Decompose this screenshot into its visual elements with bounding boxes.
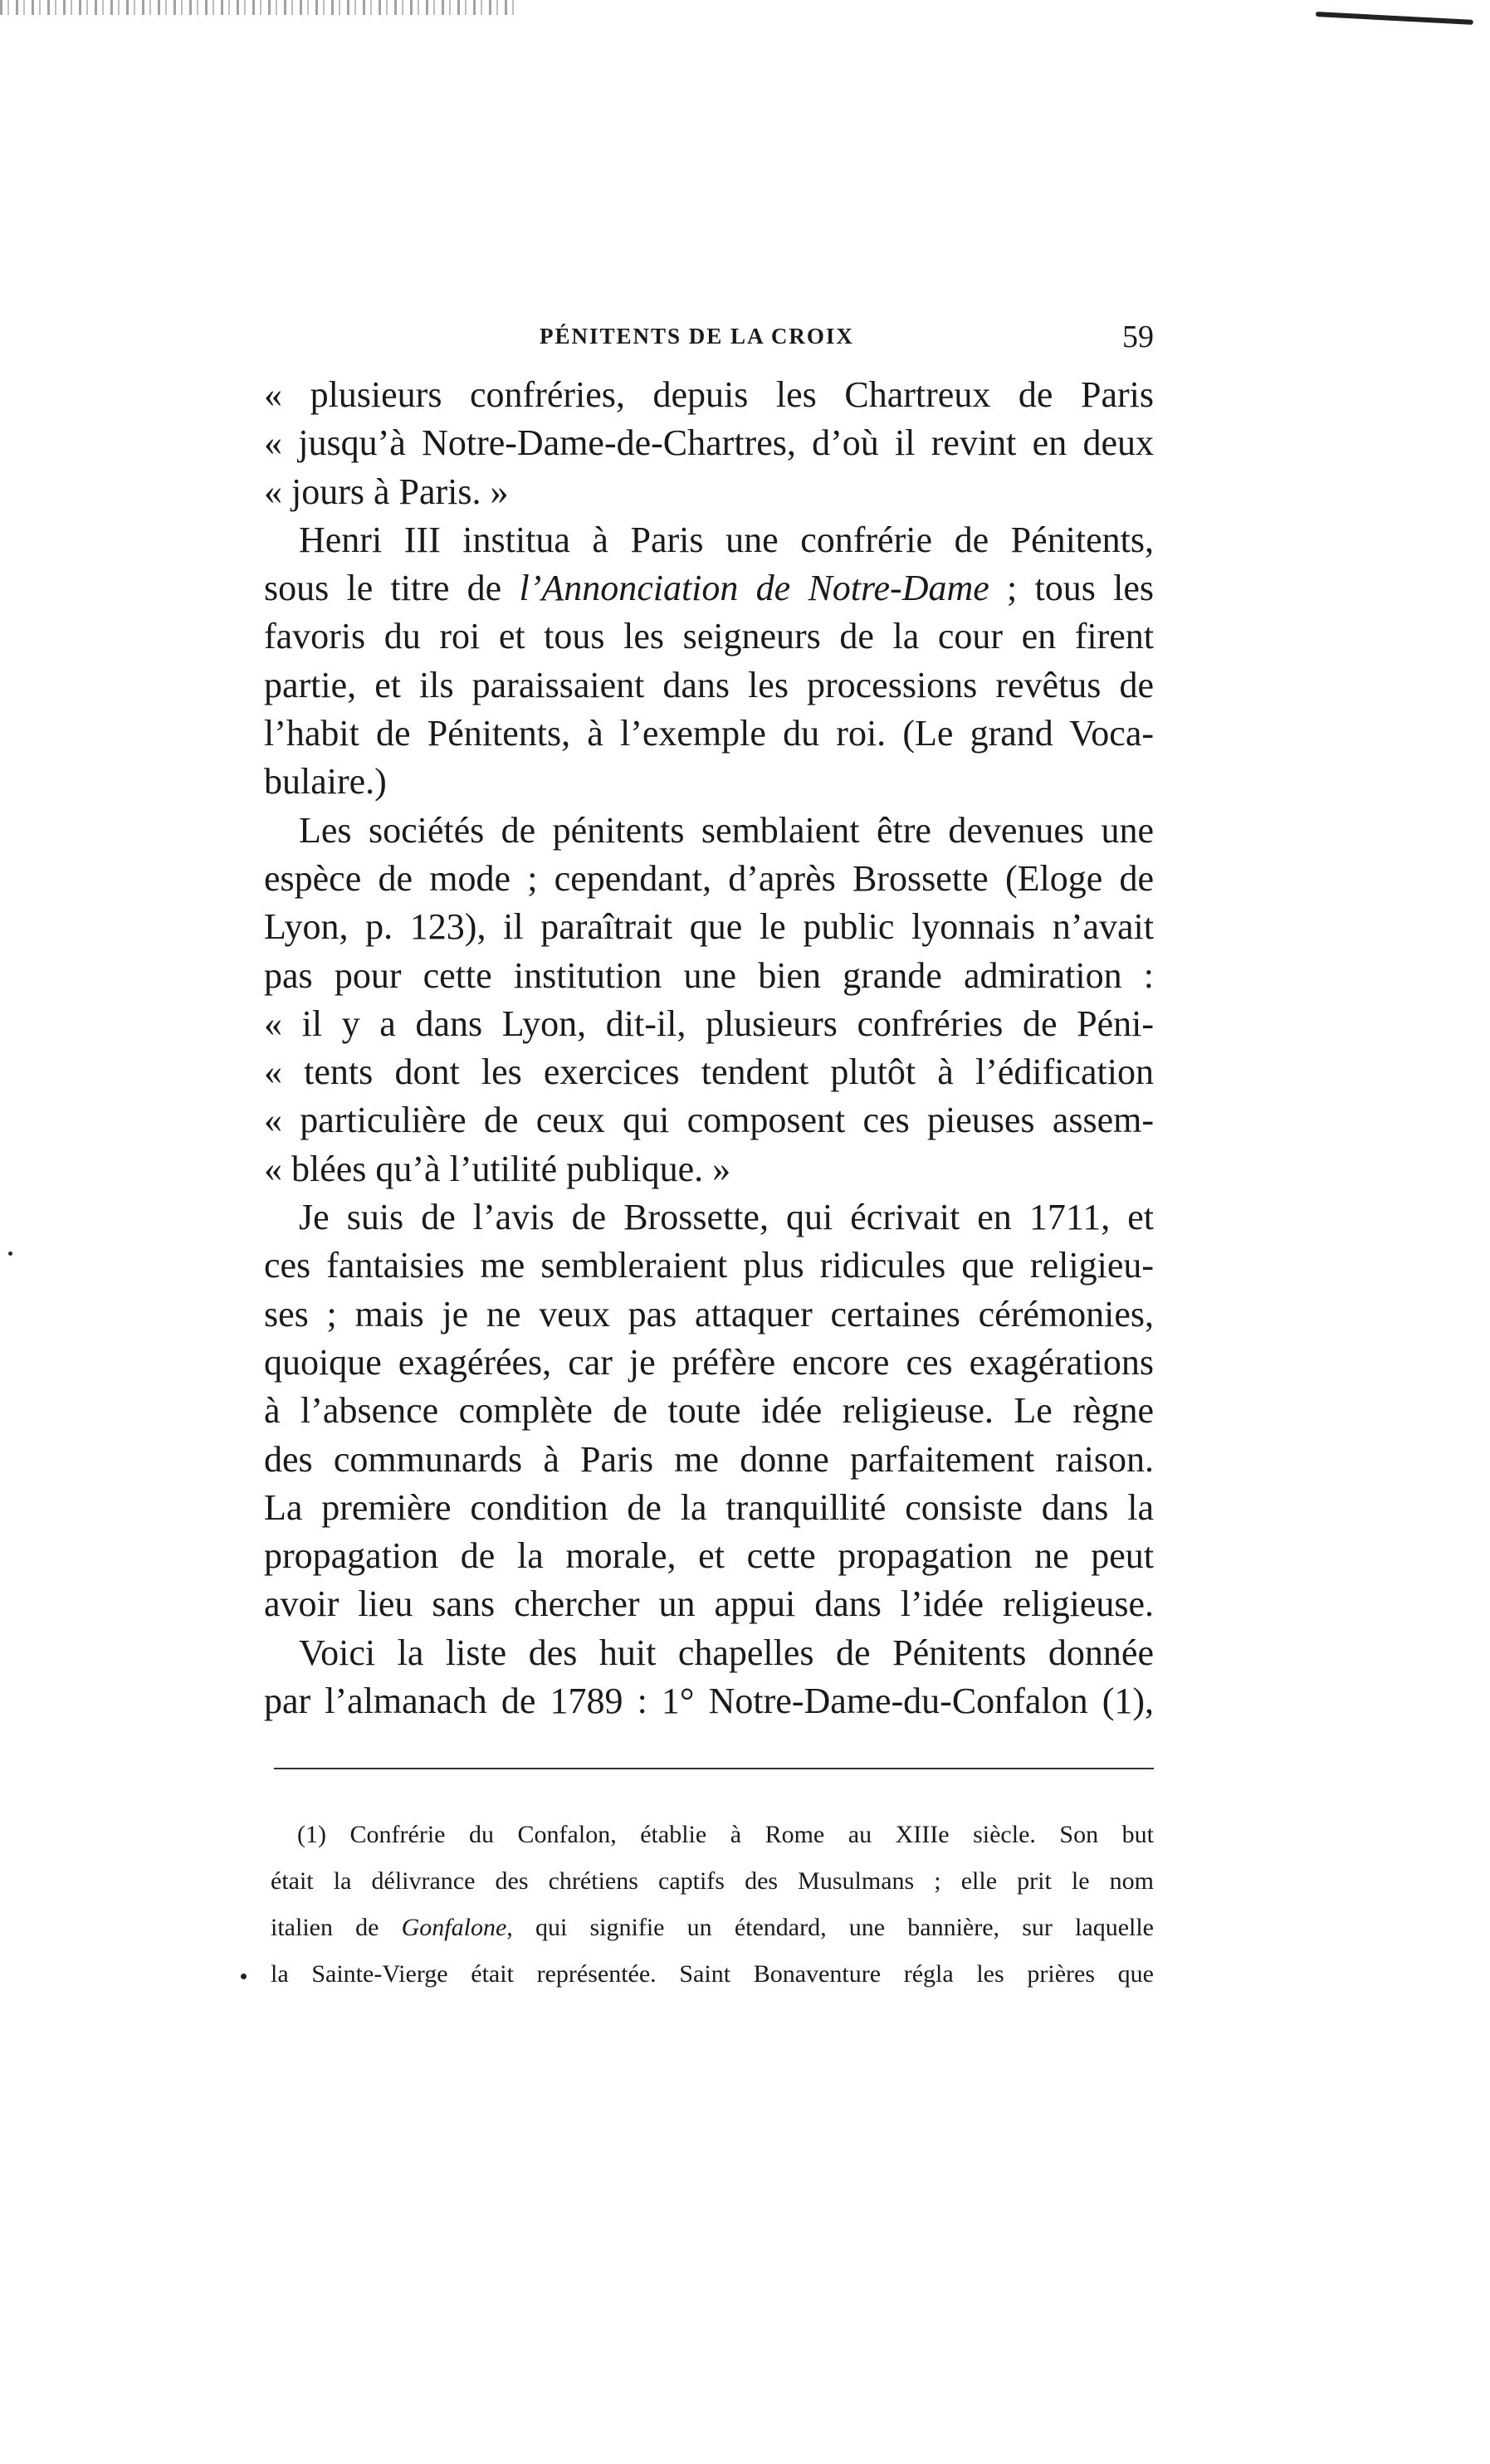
text-line: quoique exagérées, car je préfère encore ces exagérations [264,1341,1154,1383]
text-line: Je suis de l’avis de Brossette, qui écrivait en 1711, et [299,1197,1154,1238]
footnote-line: la Sainte-Vierge était représentée. Saint Bonaventure régla les prières que [271,1960,1154,1988]
body-text [264,371,1154,1725]
text-line: « tents dont les exercices tendent plutôt à l’édification [264,1051,1154,1093]
footnotes [271,1812,1154,1998]
text-segment: ; tous les [989,568,1154,609]
page-header [266,320,1154,365]
running-head: PÉNITENTS DE LA CROIX [540,324,854,349]
ink-speck [241,1974,247,1979]
page-number: 59 [1122,320,1154,354]
text-line: « particulière de ceux qui composent ces pieuses assem- [264,1100,1154,1141]
text-line: l’habit de Pénitents, à l’exemple du roi. (Le grand Voca- [264,713,1154,754]
text-line: « jours à Paris. » [264,471,509,512]
text-line: Lyon, p. 123), il paraîtrait que le public lyonnais n’avait [264,906,1154,948]
text-line: espèce de mode ; cependant, d’après Brossette (Eloge de [264,857,1154,899]
text-line: par l’almanach de 1789 : 1° Notre-Dame-du-Confalon (1), [264,1681,1154,1722]
text-line: propagation de la morale, et cette propagation ne peut [264,1535,1154,1577]
text-line: « plusieurs confréries, depuis les Chartreux de Paris [264,374,1154,415]
footnote-line [271,1905,1154,1951]
scan-artifact-top-left [0,0,515,15]
text-line: avoir lieu sans chercher un appui dans l’idée religieuse. [264,1583,1154,1625]
text-line: La première condition de la tranquillité consiste dans la [264,1486,1154,1528]
footnote-line: était la délivrance des chrétiens captifs des Musulmans ; elle prit le nom [271,1867,1154,1895]
italic-title: Gonfalone [401,1914,507,1941]
text-line: « blées qu’à l’utilité publique. » [264,1148,731,1189]
text-line: « jusqu’à Notre-Dame-de-Chartres, d’où il revint en deux [264,422,1154,464]
ink-speck [8,1252,12,1256]
text-line: bulaire.) [264,761,387,803]
text-line: Les sociétés de pénitents semblaient être devenues une [299,809,1154,851]
scan-artifact-top-right [1316,12,1473,25]
text-line: pas pour cette institution une bien grande admiration : [264,954,1154,996]
text-line: favoris du roi et tous les seigneurs de la cour en firent [264,616,1154,657]
text-line [264,564,1154,612]
text-line: Voici la liste des huit chapelles de Pénitents donnée [299,1632,1154,1673]
text-segment: sous le titre de [264,568,520,609]
text-line: ses ; mais je ne veux pas attaquer certaines cérémonies, [264,1293,1154,1334]
text-line: « il y a dans Lyon, dit-il, plusieurs confréries de Péni- [264,1003,1154,1044]
text-line: partie, et ils paraissaient dans les processions revêtus de [264,664,1154,705]
italic-title: l’Annonciation de Notre-Dame [519,568,989,609]
text-segment: italien de [271,1914,402,1941]
text-line: ces fantaisies me sembleraient plus ridicules que religieu- [264,1245,1154,1286]
text-line: des communards à Paris me donne parfaitement raison. [264,1438,1154,1480]
text-line: Henri III institua à Paris une confrérie de Pénitents, [299,519,1154,560]
text-segment: , qui signifie un étendard, une bannière, sur laquelle [506,1914,1154,1941]
footnote-line: (1) Confrérie du Confalon, établie à Rome au XIIIe siècle. Son but [297,1821,1154,1848]
footnote-separator-rule [274,1768,1154,1769]
text-line: à l’absence complète de toute idée religieuse. Le règne [264,1390,1154,1432]
